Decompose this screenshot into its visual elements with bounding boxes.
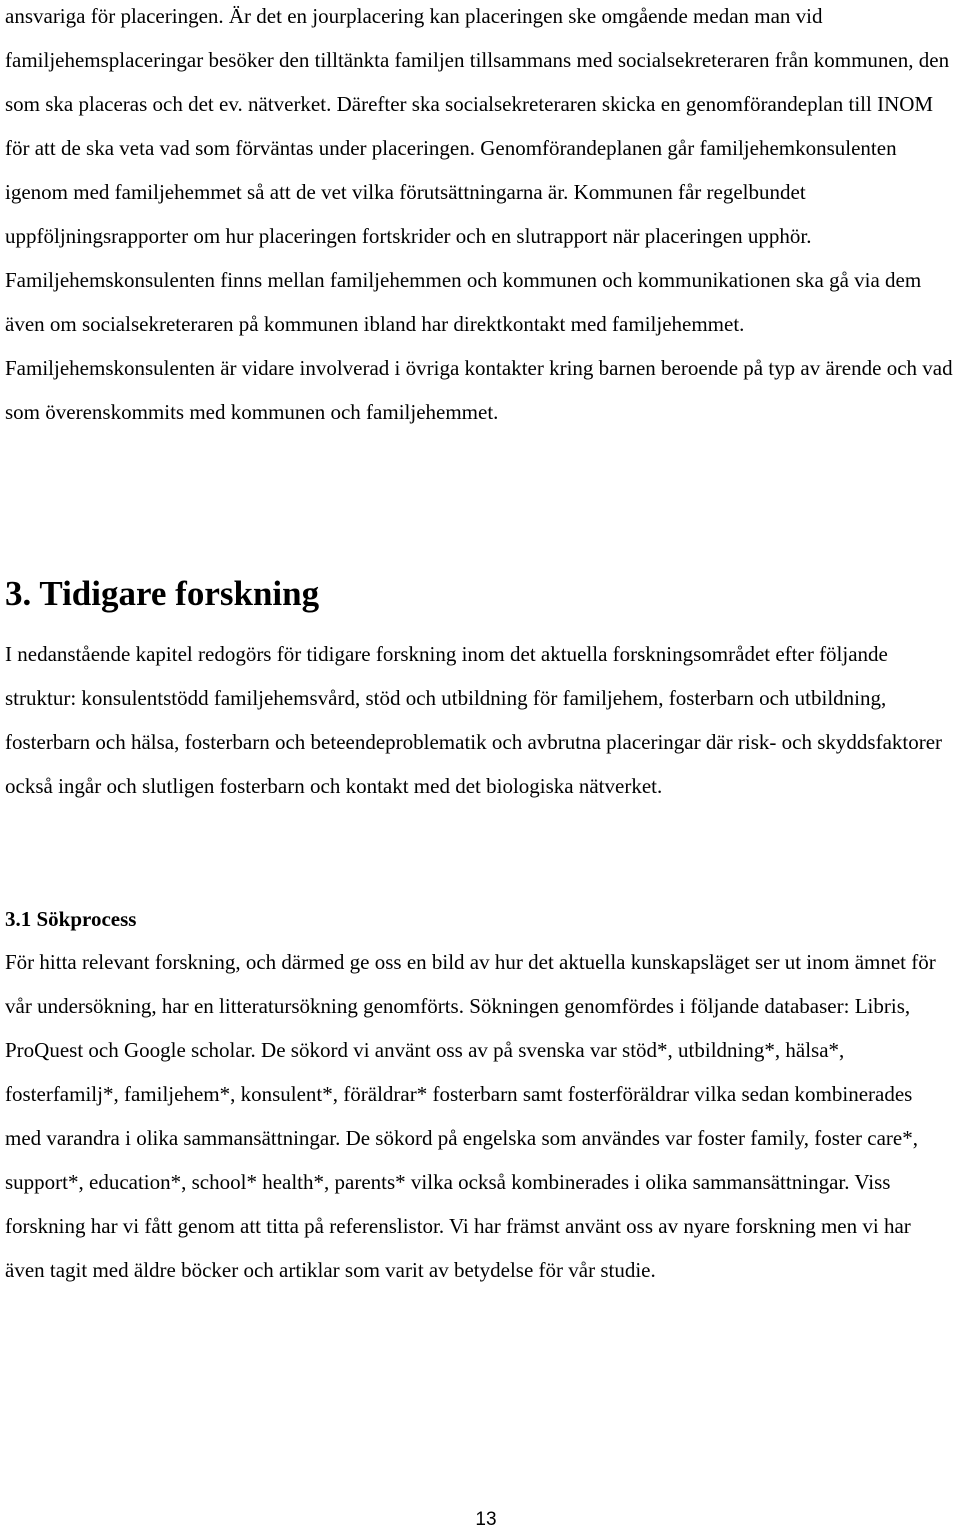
section-intro-paragraph: I nedanstående kapitel redogörs för tidigare forskning inom det aktuella forskningsområdet efter följande struktur: konsulentstödd familjehemsvård, stöd och utbildning för familjehem, fosterbarn och utbildning, fosterbarn och hälsa, fosterbarn och beteendeproblematik och avbrutna placeringar där risk- och skyddsfaktorer också ingår och slutligen fosterbarn och kontakt med det biologiska nätverket. <box>5 642 943 798</box>
section-heading: 3. Tidigare forskning <box>5 574 320 613</box>
continuation-paragraph: ansvariga för placeringen. Är det en jourplacering kan placeringen ske omgående medan man vid familjehemsplaceringar besöker den tilltänkta familjen tillsammans med socialsekreteraren från kommunen, den som ska placeras och det ev. nätverket. Därefter ska socialsekreteraren skicka en genomförandeplan till INOM för att de ska veta vad som förväntas under placeringen. Genomförandeplanen går familjehemkonsulenten igenom med familjehemmet så att de vet vilka förutsättningarna är. Kommunen får regelbundet uppföljningsrapporter om hur placeringen fortskrider och en slutrapport när placeringen upphör. Familjehemskonsulenten finns mellan familjehemmen och kommunen och kommunikationen ska gå via dem även om socialsekreteraren på kommunen ibland har direktkontakt med familjehemmet. Familjehemskonsulenten är vidare involverad i övriga kontakter kring barnen beroende på typ av ärende och vad som överenskommits med kommunen och familjehemmet. <box>5 4 953 424</box>
subsection-body-paragraph: För hitta relevant forskning, och därmed ge oss en bild av hur det aktuella kunskapsläget ser ut inom ämnet för vår undersökning, har en litteratursökning genomförts. Sökningen genomfördes i följande databaser: Libris, ProQuest och Google scholar. De sökord vi använt oss av på svenska var stöd*, utbildning*, hälsa*, fosterfamilj*, familjehem*, konsulent*, föräldrar* fosterbarn samt fosterföräldrar vilka sedan kombinerades med varandra i olika sammansättningar. De sökord på engelska som användes var foster family, foster care*, support*, education*, school* health*, parents* vilka också kombinerades i olika sammansättningar. Viss forskning har vi fått genom att titta på referenslistor. Vi har främst använt oss av nyare forskning men vi har även tagit med äldre böcker och artiklar som varit av betydelse för vår studie. <box>5 950 936 1282</box>
page-number: 13 <box>475 1509 497 1530</box>
subsection-heading: 3.1 Sökprocess <box>5 907 137 931</box>
